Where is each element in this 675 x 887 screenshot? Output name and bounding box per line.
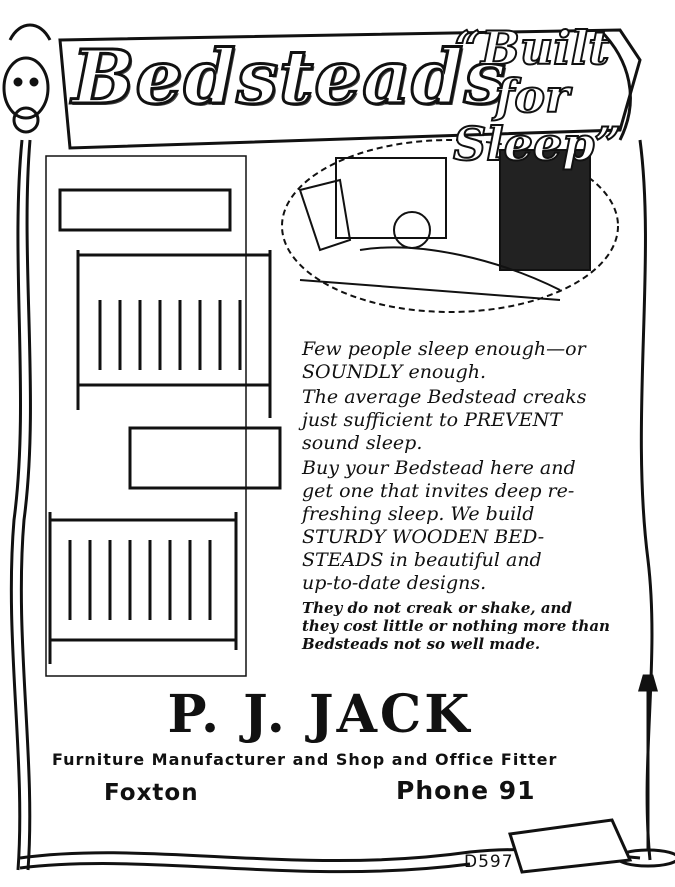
- text-line: They do not creak or shake, and: [302, 599, 572, 617]
- paragraph-1: [302, 338, 620, 384]
- text-line: STEADS in beautiful and: [302, 549, 542, 571]
- right-vine: [640, 140, 652, 860]
- text-line: freshing sleep. We build: [302, 503, 535, 525]
- advertiser-trade: Furniture Manufacturer and Shop and Office Fitter: [52, 750, 558, 769]
- text-line: they cost little or nothing more than: [302, 617, 610, 635]
- paragraph-3: [302, 457, 620, 595]
- ad-code: D597: [464, 852, 514, 872]
- tagline-line-1: “Built for: [454, 21, 610, 123]
- text-line: Bedsteads not so well made.: [302, 635, 541, 653]
- text-line: sound sleep.: [302, 432, 423, 454]
- body-copy: [302, 338, 620, 655]
- text-line: Few people sleep enough—or: [302, 338, 586, 360]
- tagline-line-2: Sleep”: [453, 117, 621, 171]
- advertiser-town: Foxton: [104, 780, 199, 806]
- lion-head-ornament: [4, 25, 50, 132]
- advertiser-phone: Phone 91: [396, 776, 536, 805]
- text-line: get one that invites deep re-: [302, 480, 575, 502]
- text-line: just sufficient to PREVENT: [302, 409, 562, 431]
- text-line: Buy your Bedstead here and: [302, 457, 576, 479]
- headline-tagline: [432, 21, 632, 171]
- paragraph-2: [302, 386, 620, 455]
- text-line: up-to-date designs.: [302, 572, 487, 594]
- advertiser-name: P. J. JACK: [167, 684, 473, 745]
- book-icon: [510, 820, 630, 872]
- left-vine: [11, 140, 22, 870]
- paragraph-4: [302, 599, 620, 653]
- text-line: The average Bedstead creaks: [302, 386, 587, 408]
- headline-main: Bedsteads: [72, 35, 507, 121]
- text-line: STURDY WOODEN BED-: [302, 526, 545, 548]
- text-line: SOUNDLY enough.: [302, 361, 487, 383]
